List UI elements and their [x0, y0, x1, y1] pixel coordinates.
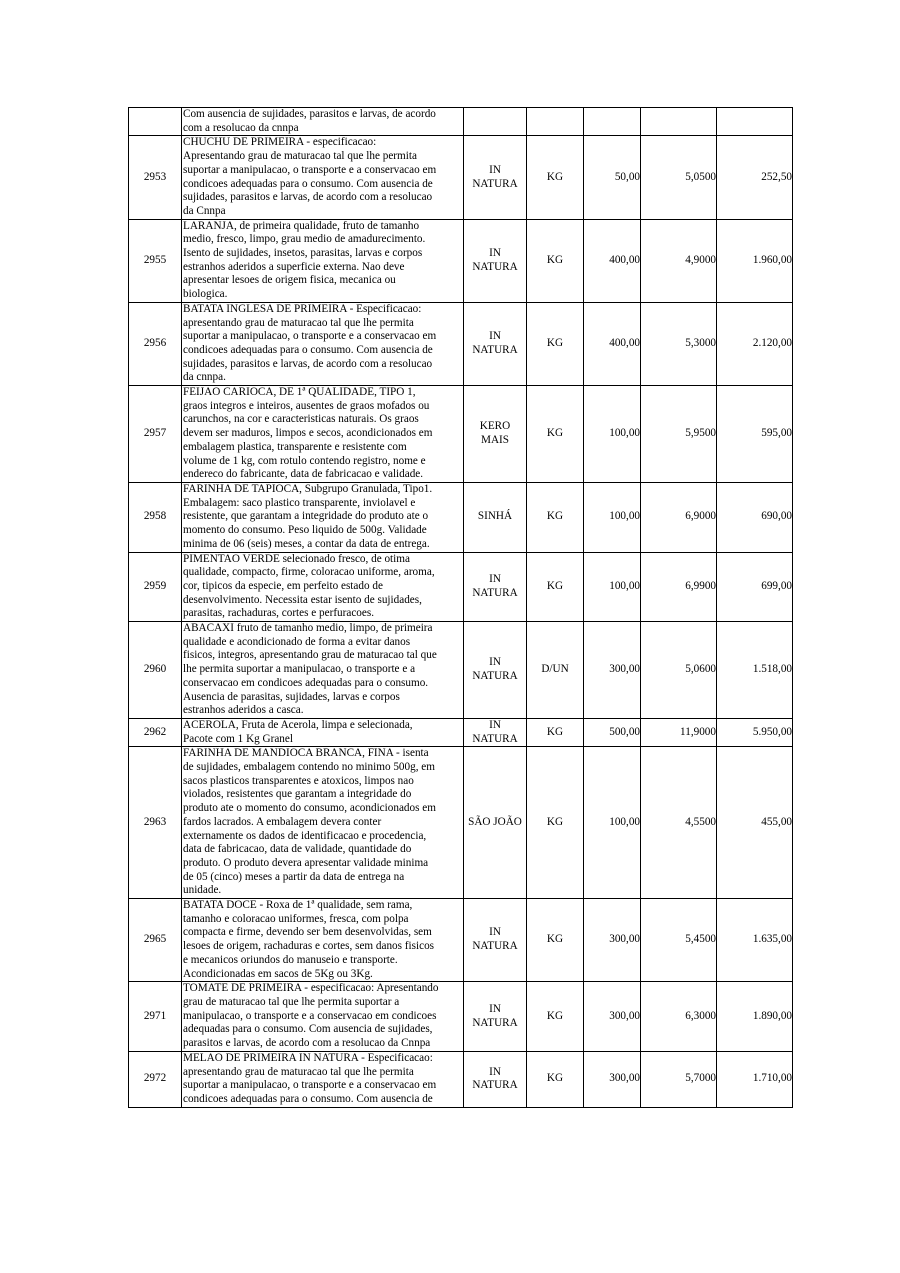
item-code: 2971: [129, 982, 182, 1052]
item-unit-price: 6,9000: [641, 482, 717, 552]
item-brand: IN NATURA: [464, 1051, 527, 1107]
item-description: FEIJAO CARIOCA, DE 1ª QUALIDADE, TIPO 1, graos integros e inteiros, ausentes de graos mofados ou carunchos, na cor e caracteristicas naturais. Os graos devem ser maduros, limpos e secos, acondicionados em embalagem plastica, transparente e resistente com volume de 1 kg, com rotulo contendo registro, nome e endereco do fabricante, data de fabricacao e validade.: [182, 386, 464, 483]
item-description: Com ausencia de sujidades, parasitos e larvas, de acordo com a resolucao da cnnpa: [182, 108, 464, 136]
item-code: 2965: [129, 899, 182, 982]
item-code: 2963: [129, 747, 182, 899]
item-code: 2956: [129, 302, 182, 385]
item-brand: IN NATURA: [464, 899, 527, 982]
item-quantity: 500,00: [584, 718, 641, 746]
item-code: [129, 108, 182, 136]
table-row: [129, 982, 793, 1052]
item-total: [717, 108, 793, 136]
table-row: [129, 622, 793, 719]
item-description: FARINHA DE TAPIOCA, Subgrupo Granulada, Tipo1. Embalagem: saco plastico transparente, inviolavel e resistente, que garantam a integridade do produto ate o momento do consumo. Peso liquido de 500g. Validade minima de 06 (seis) meses, a contar da data de entrega.: [182, 482, 464, 552]
item-brand: [464, 108, 527, 136]
item-code: 2962: [129, 718, 182, 746]
item-quantity: 300,00: [584, 1051, 641, 1107]
item-brand: IN NATURA: [464, 219, 527, 302]
table-row: [129, 302, 793, 385]
item-quantity: 400,00: [584, 219, 641, 302]
item-quantity: 100,00: [584, 482, 641, 552]
item-unit: KG: [527, 982, 584, 1052]
item-brand: IN NATURA: [464, 982, 527, 1052]
item-unit-price: 5,7000: [641, 1051, 717, 1107]
item-code: 2953: [129, 136, 182, 219]
item-brand: IN NATURA: [464, 622, 527, 719]
item-brand: IN NATURA: [464, 302, 527, 385]
item-code: 2958: [129, 482, 182, 552]
item-code: 2972: [129, 1051, 182, 1107]
item-total: 1.635,00: [717, 899, 793, 982]
item-code: 2955: [129, 219, 182, 302]
item-quantity: 300,00: [584, 622, 641, 719]
item-unit: KG: [527, 747, 584, 899]
item-brand: IN NATURA: [464, 136, 527, 219]
item-brand: SÃO JOÃO: [464, 747, 527, 899]
item-unit: D/UN: [527, 622, 584, 719]
item-quantity: 300,00: [584, 982, 641, 1052]
table-row: [129, 108, 793, 136]
item-unit: KG: [527, 718, 584, 746]
item-unit: KG: [527, 899, 584, 982]
item-total: 595,00: [717, 386, 793, 483]
item-unit-price: 4,9000: [641, 219, 717, 302]
table-row: [129, 718, 793, 746]
item-description: ACEROLA, Fruta de Acerola, limpa e selecionada, Pacote com 1 Kg Granel: [182, 718, 464, 746]
item-description: LARANJA, de primeira qualidade, fruto de tamanho medio, fresco, limpo, grau medio de amadurecimento. Isento de sujidades, insetos, parasitas, larvas e corpos estranhos aderidos a superficie externa. Nao deve apresentar lesoes de origem fisica, mecanica ou biologica.: [182, 219, 464, 302]
item-quantity: 100,00: [584, 386, 641, 483]
items-table: [128, 107, 793, 1108]
item-description: ABACAXI fruto de tamanho medio, limpo, de primeira qualidade e acondicionado de forma a evitar danos fisicos, integros, apresentando grau de maturacao tal que lhe permita suportar a manipulacao, o transporte e a conservacao em condicoes adequadas para o consumo. Ausencia de parasitas, sujidades, larvas e corpos estranhos aderidos a casca.: [182, 622, 464, 719]
item-code: 2960: [129, 622, 182, 719]
item-description: BATATA DOCE - Roxa de 1ª qualidade, sem rama, tamanho e coloracao uniformes, fresca, com polpa compacta e firme, devendo ser bem desenvolvidas, sem lesoes de origem, rachaduras e cortes, sem danos fisicos e mecanicos oriundos do manuseio e transporte. Acondicionadas em sacos de 5Kg ou 3Kg.: [182, 899, 464, 982]
table-row: [129, 552, 793, 622]
item-total: 1.960,00: [717, 219, 793, 302]
item-total: 2.120,00: [717, 302, 793, 385]
item-brand: SINHÁ: [464, 482, 527, 552]
item-unit-price: 5,4500: [641, 899, 717, 982]
item-unit-price: [641, 108, 717, 136]
item-unit: KG: [527, 219, 584, 302]
item-unit: KG: [527, 302, 584, 385]
item-total: 1.890,00: [717, 982, 793, 1052]
item-description: BATATA INGLESA DE PRIMEIRA - Especificacao: apresentando grau de maturacao tal que lhe permita suportar a manipulacao, o transporte e a conservacao em condicoes adequadas para o consumo. Com ausencia de sujidades, parasitos e larvas, de acordo com a resolucao da cnnpa.: [182, 302, 464, 385]
item-unit-price: 5,0600: [641, 622, 717, 719]
item-description: MELAO DE PRIMEIRA IN NATURA - Especificacao: apresentando grau de maturacao tal que lhe permita suportar a manipulacao, o transporte e a conservacao em condicoes adequadas para o consumo. Com ausencia de: [182, 1051, 464, 1107]
item-quantity: 100,00: [584, 552, 641, 622]
item-quantity: 100,00: [584, 747, 641, 899]
item-quantity: [584, 108, 641, 136]
table-row: [129, 386, 793, 483]
item-unit-price: 6,3000: [641, 982, 717, 1052]
item-unit-price: 6,9900: [641, 552, 717, 622]
item-quantity: 50,00: [584, 136, 641, 219]
item-unit-price: 4,5500: [641, 747, 717, 899]
table-body: [129, 108, 793, 1108]
item-description: FARINHA DE MANDIOCA BRANCA, FINA - isenta de sujidades, embalagem contendo no minimo 500g, em sacos plasticos transparentes e atoxicos, limpos nao violados, resistentes que garantam a integridade do produto ate o momento do consumo, acondicionados em fardos lacrados. A embalagem devera conter externamente os dados de identificacao e procedencia, data de fabricacao, data de validade, quantidade do produto. O produto devera apresentar validade minima de 05 (cinco) meses a partir da data de entrega na unidade.: [182, 747, 464, 899]
item-total: 690,00: [717, 482, 793, 552]
item-description: TOMATE DE PRIMEIRA - especificacao: Apresentando grau de maturacao tal que lhe permita suportar a manipulacao, o transporte e a conservacao em condicoes adequadas para o consumo. Com ausencia de sujidades, parasitos e larvas, de acordo com a resolucao da Cnnpa: [182, 982, 464, 1052]
item-code: 2959: [129, 552, 182, 622]
table-row: [129, 136, 793, 219]
item-unit-price: 5,0500: [641, 136, 717, 219]
item-unit-price: 5,9500: [641, 386, 717, 483]
item-unit: KG: [527, 386, 584, 483]
item-code: 2957: [129, 386, 182, 483]
table-row: [129, 219, 793, 302]
item-brand: IN NATURA: [464, 552, 527, 622]
item-unit: KG: [527, 552, 584, 622]
item-quantity: 400,00: [584, 302, 641, 385]
item-unit-price: 5,3000: [641, 302, 717, 385]
table-row: [129, 899, 793, 982]
item-brand: IN NATURA: [464, 718, 527, 746]
item-unit: [527, 108, 584, 136]
item-total: 455,00: [717, 747, 793, 899]
item-unit: KG: [527, 482, 584, 552]
item-total: 1.710,00: [717, 1051, 793, 1107]
item-total: 252,50: [717, 136, 793, 219]
table-row: [129, 1051, 793, 1107]
item-total: 1.518,00: [717, 622, 793, 719]
item-description: PIMENTAO VERDE selecionado fresco, de otima qualidade, compacto, firme, coloracao uniforme, aroma, cor, tipicos da especie, em perfeito estado de desenvolvimento. Necessita estar isento de sujidades, parasitas, rachaduras, cortes e perfuracoes.: [182, 552, 464, 622]
item-total: 5.950,00: [717, 718, 793, 746]
item-unit-price: 11,9000: [641, 718, 717, 746]
item-total: 699,00: [717, 552, 793, 622]
item-quantity: 300,00: [584, 899, 641, 982]
item-brand: KERO MAIS: [464, 386, 527, 483]
item-unit: KG: [527, 1051, 584, 1107]
item-unit: KG: [527, 136, 584, 219]
table-row: [129, 747, 793, 899]
item-description: CHUCHU DE PRIMEIRA - especificacao: Apresentando grau de maturacao tal que lhe permita suportar a manipulacao, o transporte e a conservacao em condicoes adequadas para o consumo. Com ausencia de sujidades, parasitos e larvas, de acordo com a resolucao da Cnnpa: [182, 136, 464, 219]
table-row: [129, 482, 793, 552]
